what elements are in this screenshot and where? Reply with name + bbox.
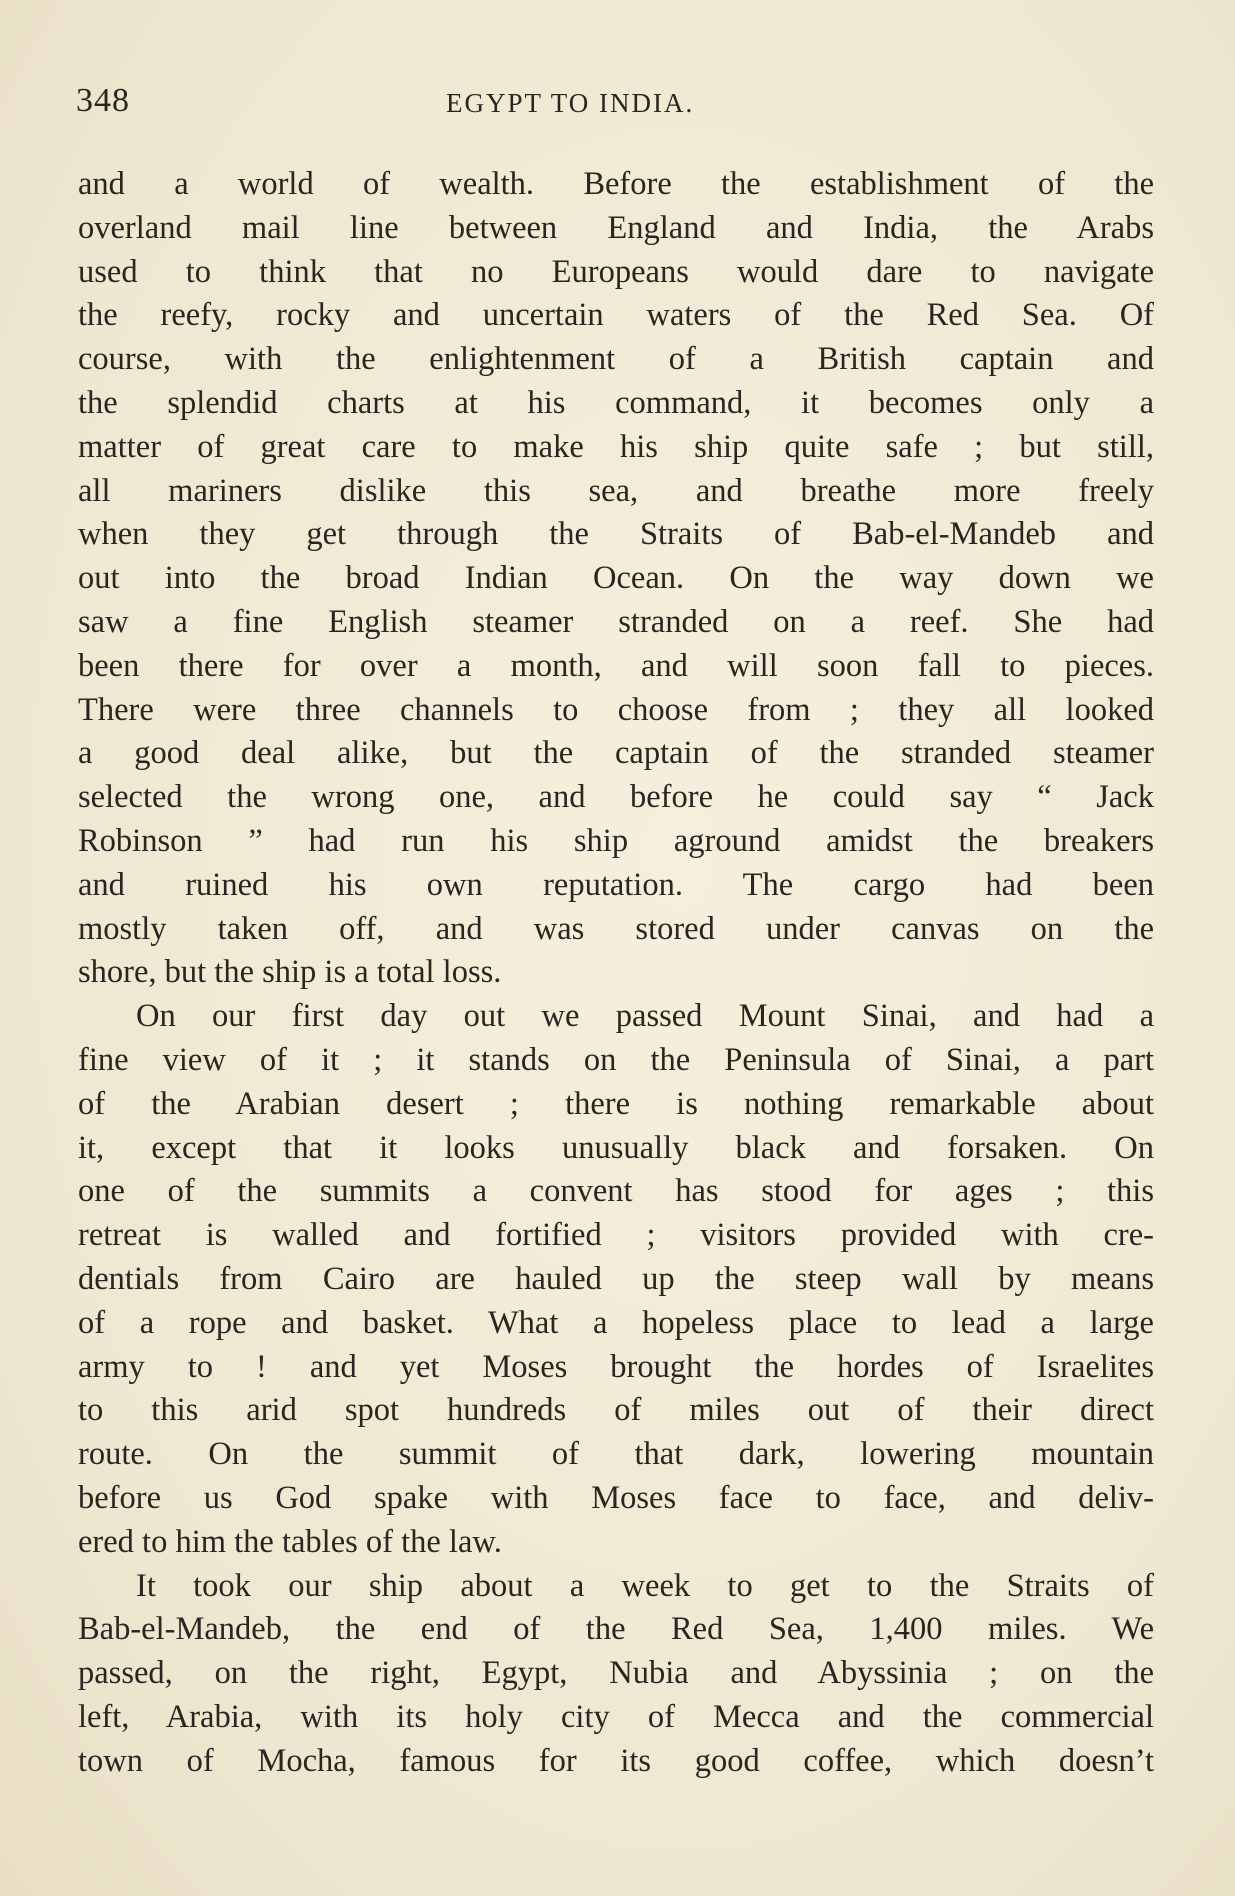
- text-line: it, except that it looks unusually black and forsaken. On: [78, 1129, 1154, 1166]
- text-line: ered to him the tables of the law.: [78, 1523, 502, 1560]
- text-line: the reefy, rocky and uncertain waters of the Red Sea. Of: [78, 297, 1154, 334]
- text-line: army to ! and yet Moses brought the hordes of Israelites: [78, 1348, 1154, 1385]
- text-line: used to think that no Europeans would dare to navigate: [78, 253, 1154, 290]
- text-line: matter of great care to make his ship quite safe ; but still,: [78, 428, 1154, 465]
- text-line: course, with the enlightenment of a British captain and: [78, 341, 1154, 378]
- text-line: one of the summits a convent has stood for ages ; this: [78, 1173, 1154, 1210]
- text-line: town of Mocha, famous for its good coffee, which doesn’t: [78, 1742, 1154, 1779]
- text-line: Robinson ” had run his ship aground amidst the breakers: [78, 822, 1154, 859]
- text-line: left, Arabia, with its holy city of Mecca and the commercial: [78, 1698, 1154, 1735]
- paragraph-start-line: On our first day out we passed Mount Sinai, and had a: [136, 998, 1154, 1035]
- text-line: There were three channels to choose from ; they all looked: [78, 691, 1154, 728]
- text-line: route. On the summit of that dark, lowering mountain: [78, 1436, 1154, 1473]
- text-line: mostly taken off, and was stored under canvas on the: [78, 910, 1154, 947]
- text-line: and a world of wealth. Before the establishment of the: [78, 166, 1154, 202]
- text-line: dentials from Cairo are hauled up the steep wall by means: [78, 1260, 1154, 1297]
- text-line: before us God spake with Moses face to face, and deliv-: [78, 1479, 1154, 1516]
- page-header: [76, 82, 1166, 130]
- text-line: of the Arabian desert ; there is nothing remarkable about: [78, 1085, 1154, 1122]
- text-line: Bab-el-Mandeb, the end of the Red Sea, 1,400 miles. We: [78, 1611, 1154, 1648]
- text-line: retreat is walled and fortified ; visitors provided with cre-: [78, 1217, 1154, 1254]
- text-line: the splendid charts at his command, it becomes only a: [78, 384, 1154, 421]
- text-line: passed, on the right, Egypt, Nubia and Abyssinia ; on the: [78, 1655, 1154, 1692]
- text-line: all mariners dislike this sea, and breathe more freely: [78, 472, 1154, 509]
- text-line: out into the broad Indian Ocean. On the way down we: [78, 560, 1154, 597]
- body-text: [78, 163, 1154, 1783]
- text-line: saw a fine English steamer stranded on a reef. She had: [78, 603, 1154, 640]
- text-line: overland mail line between England and India, the Arabs: [78, 209, 1154, 246]
- text-line: shore, but the ship is a total loss.: [78, 954, 502, 991]
- text-line: fine view of it ; it stands on the Peninsula of Sinai, a part: [78, 1041, 1154, 1078]
- text-line: of a rope and basket. What a hopeless place to lead a large: [78, 1304, 1154, 1341]
- text-line: selected the wrong one, and before he could say “ Jack: [78, 779, 1154, 816]
- text-line: and ruined his own reputation. The cargo had been: [78, 866, 1154, 903]
- text-line: to this arid spot hundreds of miles out of their direct: [78, 1392, 1154, 1429]
- text-line: when they get through the Straits of Bab-el-Mandeb and: [78, 516, 1154, 553]
- paragraph-start-line: It took our ship about a week to get to the Straits of: [136, 1567, 1154, 1604]
- text-line: a good deal alike, but the captain of the stranded steamer: [78, 735, 1154, 772]
- text-line: been there for over a month, and will soon fall to pieces.: [78, 647, 1154, 684]
- running-title: EGYPT TO INDIA.: [446, 88, 695, 118]
- page-number: 348: [76, 82, 130, 119]
